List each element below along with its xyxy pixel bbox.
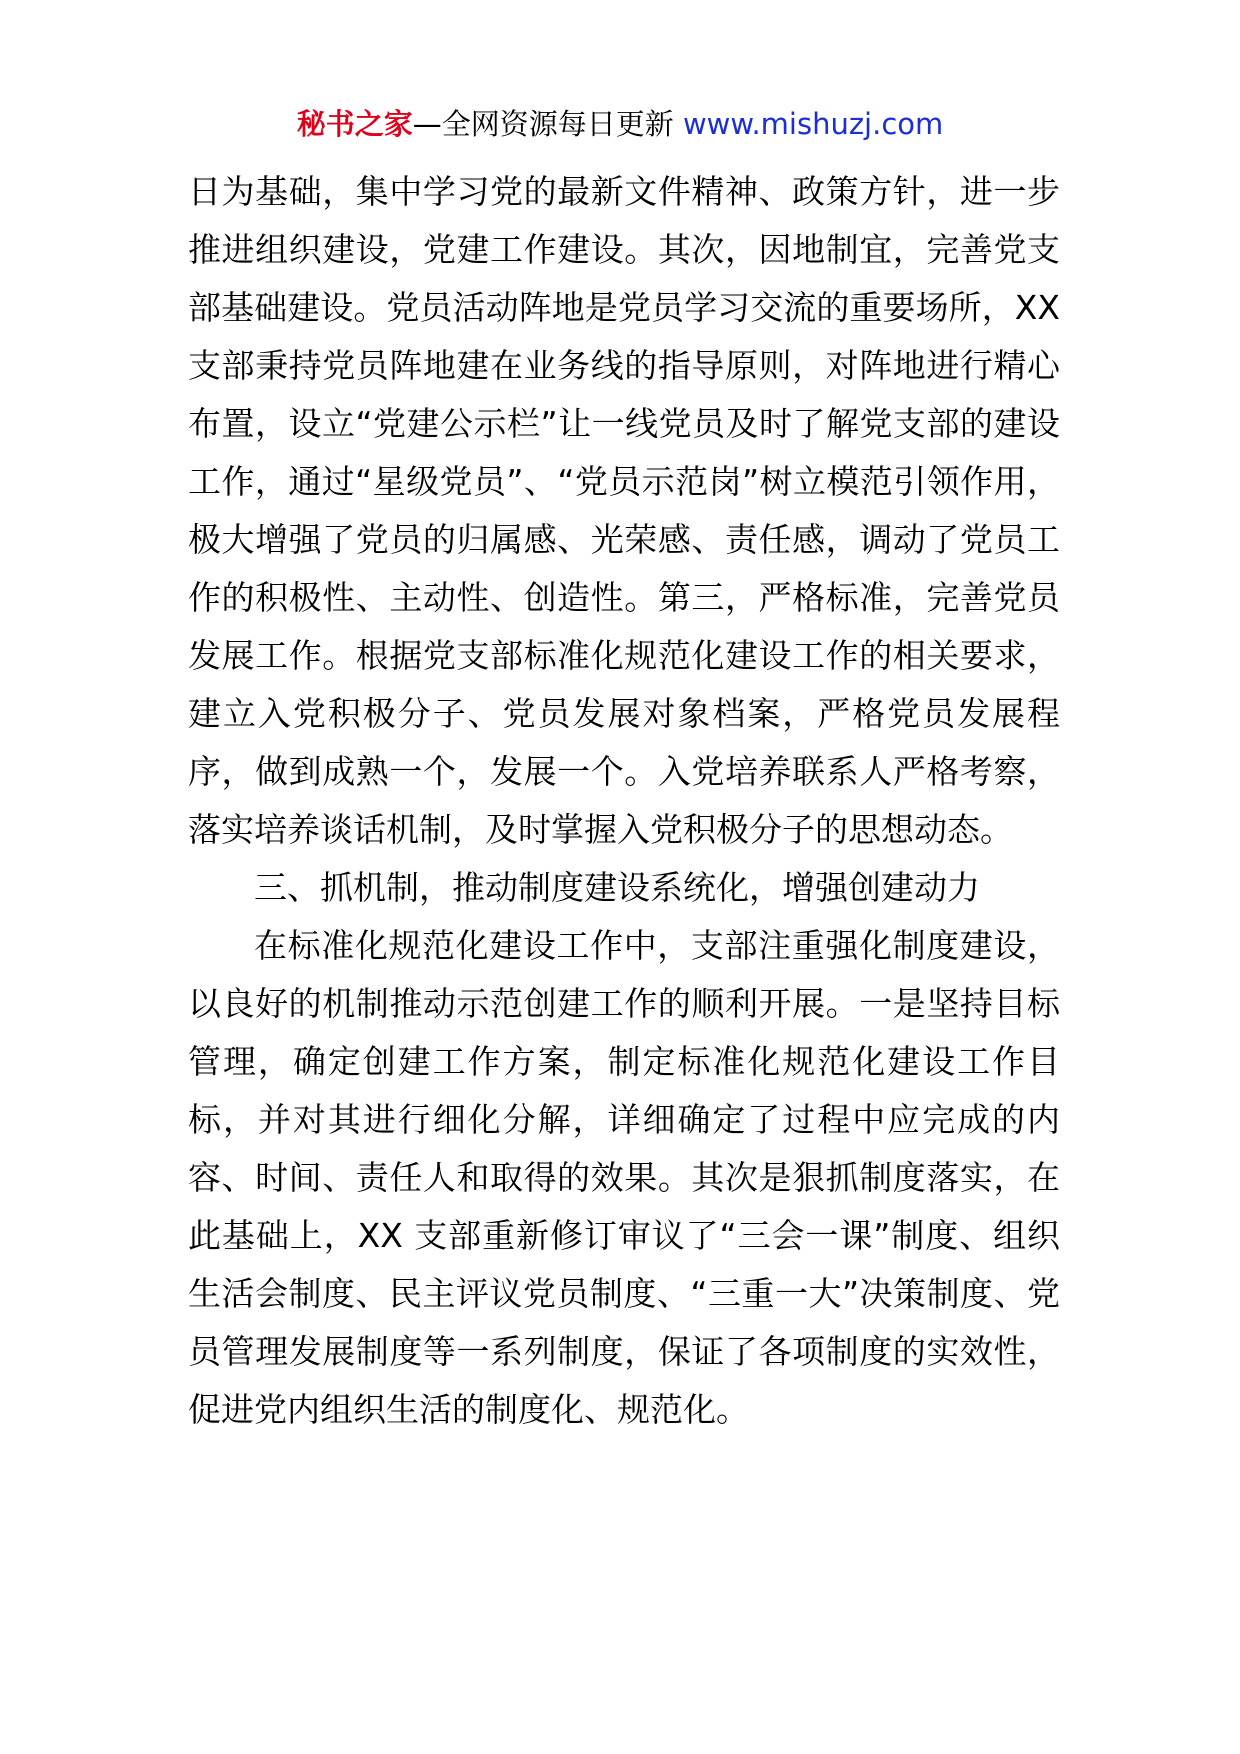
- header-slogan: —全网资源每日更新: [412, 107, 683, 141]
- header-url-link[interactable]: www.mishuzj.com: [682, 107, 944, 141]
- document-body: [188, 163, 1060, 1439]
- paragraph: 在标准化规范化建设工作中，支部注重强化制度建设，以良好的机制推动示范创建工作的顺利开展。一是坚持目标管理，确定创建工作方案，制定标准化规范化建设工作目标，并对其进行细化分解，详细确定了过程中应完成的内容、时间、责任人和取得的效果。其次是狠抓制度落实，在此基础上，XX 支部重新修订审议了“三会一课”制度、组织生活会制度、民主评议党员制度、“三重一大”决策制度、党员管理发展制度等一系列制度，保证了各项制度的实效性，促进党内组织生活的制度化、规范化。: [188, 926, 1060, 1429]
- paragraph: 日为基础，集中学习党的最新文件精神、政策方针，进一步推进组织建设，党建工作建设。其次，因地制宜，完善党支部基础建设。党员活动阵地是党员学习交流的重要场所，XX 支部秉持党员阵地建在业务线的指导原则，对阵地进行精心布置，设立“党建公示栏”让一线党员及时了解党支部的建设工作，通过“星级党员”、“党员示范岗”树立模范引领作用，极大增强了党员的归属感、光荣感、责任感，调动了党员工作的积极性、主动性、创造性。第三，严格标准，完善党员发展工作。根据党支部标准化规范化建设工作的相关要求，建立入党积极分子、党员发展对象档案，严格党员发展程序，做到成熟一个，发展一个。入党培养联系人严格考察，落实培养谈话机制，及时掌握入党积极分子的思想动态。: [188, 172, 1060, 849]
- header-brand: 秘书之家: [296, 107, 413, 141]
- section-heading: 三、抓机制，推动制度建设系统化，增强创建动力: [254, 868, 980, 907]
- page-header: [0, 102, 1240, 146]
